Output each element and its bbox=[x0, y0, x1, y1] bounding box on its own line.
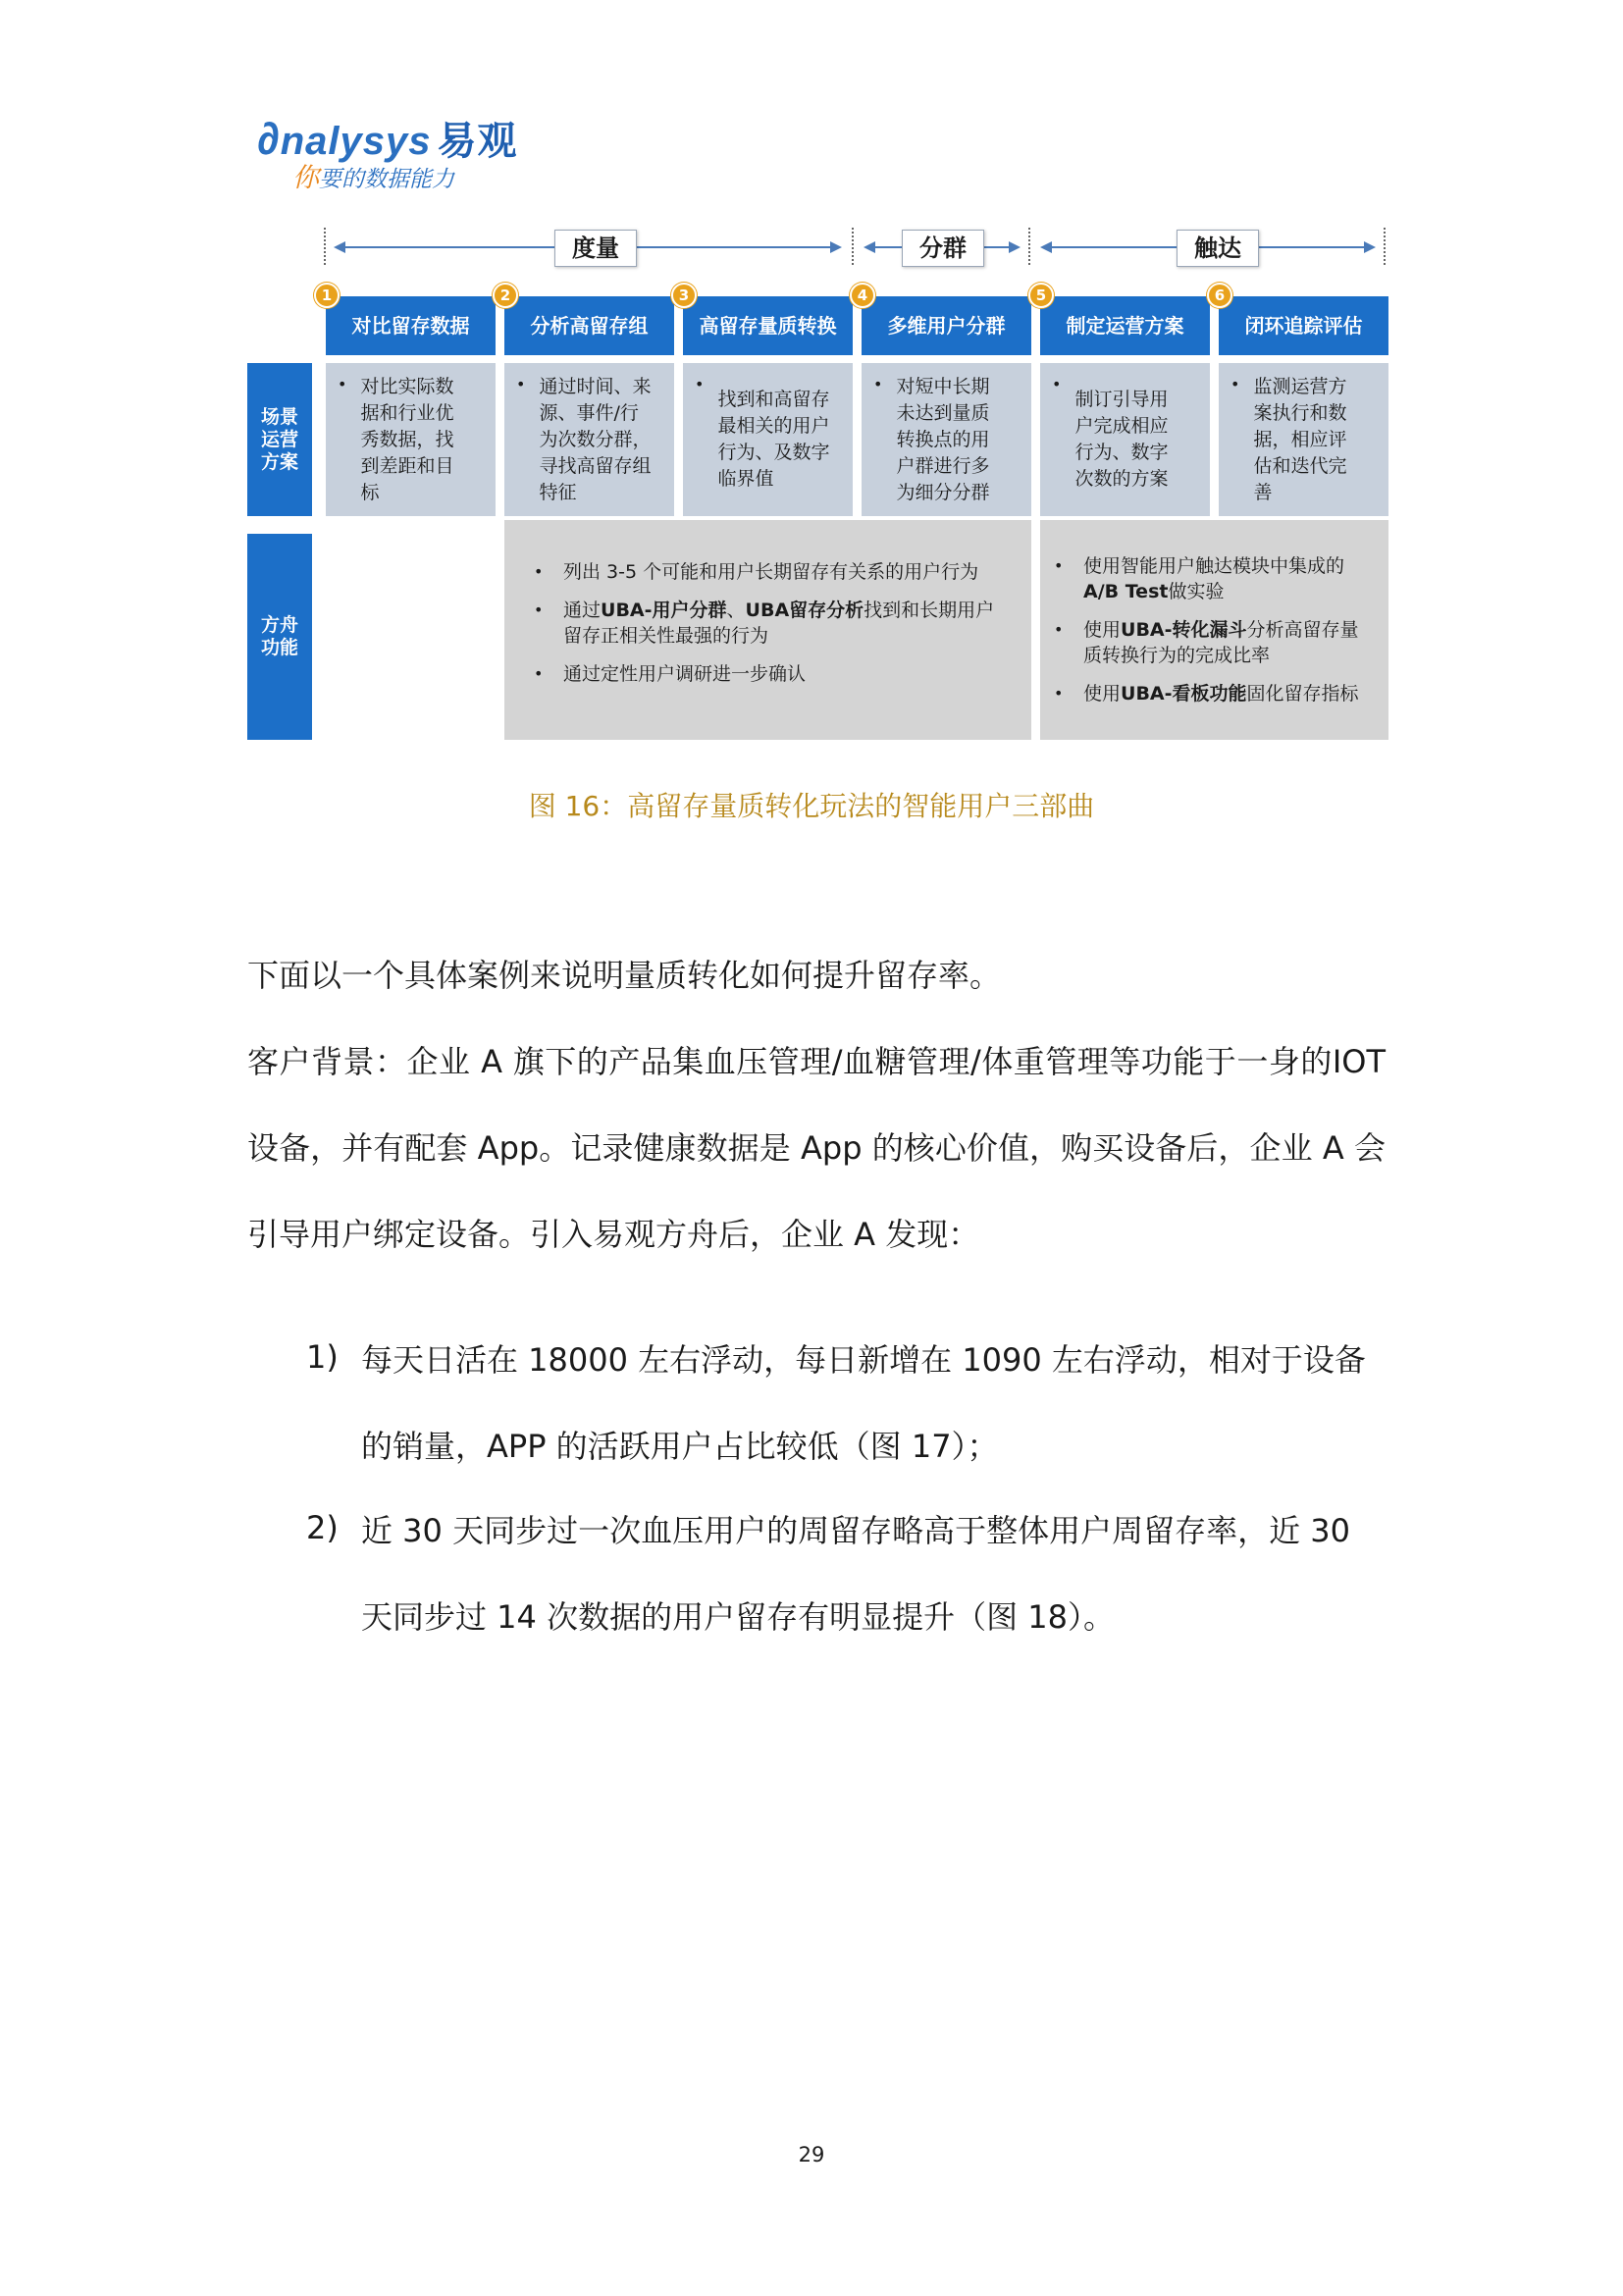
divider-tick bbox=[1028, 228, 1030, 265]
step-header: 制定运营方案 bbox=[1040, 296, 1210, 355]
step-number-badge: 2 bbox=[493, 283, 518, 308]
divider-tick bbox=[852, 228, 854, 265]
step-header: 闭环追踪评估 bbox=[1219, 296, 1388, 355]
logo-brand-cn: 易观 bbox=[437, 120, 518, 163]
finding-number: 1) bbox=[306, 1338, 339, 1376]
company-logo bbox=[257, 113, 518, 204]
bullet-icon: • bbox=[695, 375, 705, 393]
scenario-cell bbox=[326, 363, 496, 516]
feature-item: • 列出 3-5 个可能和用户长期留存有关系的用户行为 bbox=[528, 559, 1012, 585]
bullet-icon: • bbox=[516, 375, 526, 393]
scenario-cell bbox=[683, 363, 853, 516]
feature-item: • 使用UBA-转化漏斗分析高留存量质转换行为的完成比率 bbox=[1048, 617, 1377, 668]
arrow-right-icon bbox=[1009, 241, 1021, 253]
step-number-badge: 1 bbox=[314, 283, 340, 308]
scenario-text: 通过时间、来 源、事件/行 为次数分群， 寻找高留存组 特征 bbox=[539, 375, 652, 503]
scenario-text: 制订引导用 户完成相应 行为、数字 次数的方案 bbox=[1074, 389, 1169, 490]
bullet-icon: • bbox=[338, 375, 347, 393]
intro-paragraph: 下面以一个具体案例来说明量质转化如何提升留存率。 bbox=[247, 957, 1002, 994]
step-number-badge: 5 bbox=[1028, 283, 1054, 308]
step-number-badge: 6 bbox=[1207, 283, 1232, 308]
feature-item: • 使用UBA-看板功能固化留存指标 bbox=[1048, 681, 1377, 706]
row-label-feature: 方舟 功能 bbox=[247, 534, 312, 740]
bullet-icon: • bbox=[1052, 375, 1062, 393]
row-label-scenario: 场景 运营 方案 bbox=[247, 363, 312, 516]
scenario-text: 对短中长期 未达到量质 转换点的用 户群进行多 为细分分群 bbox=[896, 375, 990, 503]
finding-text: 每天日活在 18000 左右浮动，每日新增在 1090 左右浮动，相对于设备的销量，APP 的活跃用户占比较低（图 17）； bbox=[361, 1341, 1366, 1465]
scenario-cell bbox=[1219, 363, 1388, 516]
feature-box-reach bbox=[1040, 520, 1388, 740]
feature-item: • 通过UBA-用户分群、UBA留存分析找到和长期用户留存正相关性最强的行为 bbox=[528, 598, 1012, 649]
feature-item: • 通过定性用户调研进一步确认 bbox=[528, 661, 1012, 687]
step-header: 分析高留存组 bbox=[504, 296, 674, 355]
step-header: 多维用户分群 bbox=[862, 296, 1031, 355]
arrow-right-icon bbox=[830, 241, 842, 253]
divider-tick bbox=[1384, 228, 1386, 265]
group-label-measure: 度量 bbox=[554, 230, 637, 267]
finding-number: 2) bbox=[306, 1509, 339, 1546]
logo-wordmark: ∂nalysys 易观 bbox=[257, 113, 518, 164]
scenario-text: 监测运营方 案执行和数 据，相应评 估和迭代完 善 bbox=[1253, 375, 1347, 503]
step-header: 对比留存数据 bbox=[326, 296, 496, 355]
scenario-cell bbox=[862, 363, 1031, 516]
scenario-text: 对比实际数 据和行业优 秀数据，找 到差距和目 标 bbox=[360, 375, 454, 503]
logo-tagline: 你要的数据能力 bbox=[292, 163, 454, 193]
step-header: 高留存量质转换 bbox=[683, 296, 853, 355]
scenario-text: 找到和高留存 最相关的用户 行为、及数字 临界值 bbox=[717, 389, 830, 490]
divider-tick bbox=[324, 228, 326, 265]
figure-caption: 图 16：高留存量质转化玩法的智能用户三部曲 bbox=[528, 790, 1095, 822]
logo-brand: nalysys bbox=[280, 120, 432, 163]
group-label-segment: 分群 bbox=[902, 230, 984, 267]
page-number: 29 bbox=[798, 2143, 825, 2166]
step-number-badge: 3 bbox=[671, 283, 697, 308]
background-paragraph: 客户背景：企业 A 旗下的产品集血压管理/血糖管理/体重管理等功能于一身的IOT 设备，并有配套 App。记录健康数据是 App 的核心价值，购买设备后，企业 A 会引导用户绑定设备。引入易观方舟后，企业 A 发现： bbox=[247, 1043, 1386, 1253]
feature-item: • 使用智能用户触达模块中集成的A/B Test做实验 bbox=[1048, 553, 1377, 604]
scenario-cell bbox=[504, 363, 674, 516]
bullet-icon: • bbox=[873, 375, 883, 393]
group-label-reach: 触达 bbox=[1177, 230, 1259, 267]
arrow-right-icon bbox=[1364, 241, 1376, 253]
finding-text: 近 30 天同步过一次血压用户的周留存略高于整体用户周留存率，近 30 天同步过 14 次数据的用户留存有明显提升（图 18）。 bbox=[361, 1512, 1350, 1636]
scenario-cell bbox=[1040, 363, 1210, 516]
bullet-icon: • bbox=[1230, 375, 1240, 393]
step-number-badge: 4 bbox=[850, 283, 875, 308]
feature-box-analysis bbox=[504, 520, 1031, 740]
